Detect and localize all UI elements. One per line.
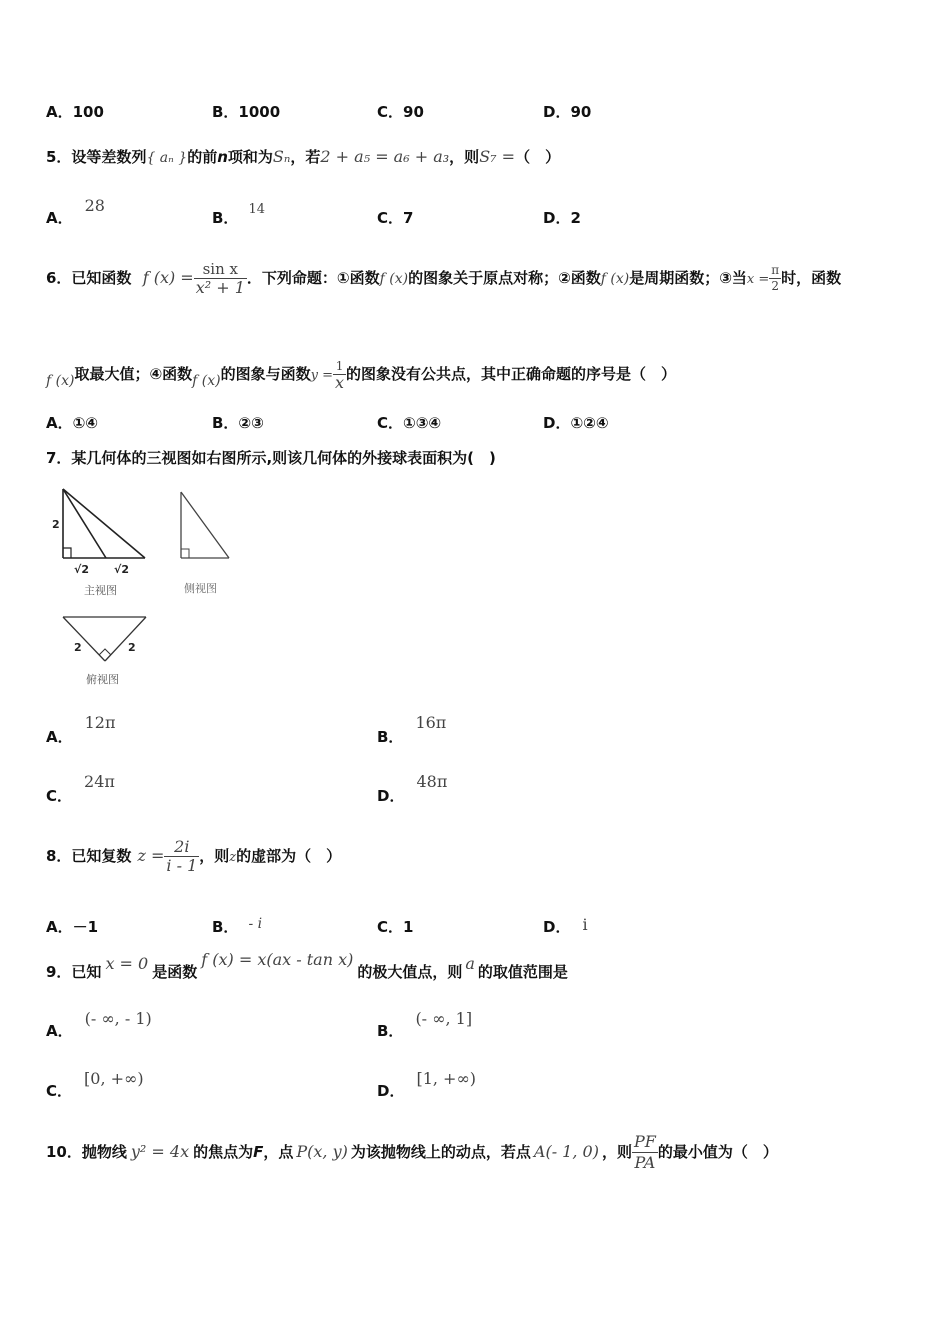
q4-option-b: B．1000 — [212, 103, 281, 121]
q8-option-a: A．－1 — [46, 918, 99, 936]
q10-number: 10．抛物线 — [46, 1143, 127, 1161]
q5-equation: 2 + a₅ = a₆ + a₃ — [320, 147, 450, 166]
q4-option-a: A．100 — [46, 103, 104, 121]
q5-option-d: D．2 — [543, 209, 581, 227]
q9-function: f (x) = x(ax - tan x) — [201, 950, 354, 969]
q8-frac-num: 2i — [164, 838, 199, 857]
q7-option-a — [46, 713, 116, 747]
q6-text-6: 的图象与函数 — [220, 365, 311, 383]
q6-text-5: 取最大值；④函数 — [74, 365, 193, 383]
top-view-right-edge — [105, 617, 146, 661]
q6-text-3: 是周期函数；③当 — [629, 269, 747, 287]
q10-fraction — [632, 1132, 658, 1173]
q9-a: a — [465, 954, 475, 973]
q10-text-1: 的焦点为 — [193, 1143, 254, 1161]
q10-text-2: ，点 — [263, 1143, 294, 1161]
q9-c-value: [0, +∞) — [84, 1069, 144, 1088]
q5-paren: （ ） — [515, 148, 561, 166]
q6-yeq: y = — [310, 368, 333, 383]
q6-fraction — [194, 260, 247, 297]
q6-option-d: D．①②④ — [543, 414, 609, 432]
q6-option-b: B．②③ — [212, 414, 264, 432]
q6-xeq: x = — [746, 272, 770, 287]
q5-text-3: ，若 — [290, 148, 321, 166]
q8-option-d — [543, 917, 588, 937]
front-dim-sqrt2-left: √2 — [74, 563, 89, 576]
q9-b-value: (- ∞, 1] — [415, 1009, 473, 1028]
q9-option-d — [377, 1069, 477, 1101]
q8-fraction — [164, 838, 199, 875]
q9-option-a — [46, 1009, 152, 1041]
q7-d-label: D． — [377, 787, 405, 805]
q5-a-label: A． — [46, 209, 73, 227]
q10-point-P: P(x, y) — [296, 1142, 348, 1161]
front-view-hypotenuse — [63, 489, 145, 558]
top-dim-2-right: 2 — [128, 641, 136, 654]
q6-text-1: ．下列命题：①函数 — [246, 269, 380, 287]
q8-d-value: i — [582, 915, 588, 934]
q9-number: 9．已知 — [46, 963, 102, 981]
side-view-hypotenuse — [181, 492, 229, 558]
q8-option-b — [212, 917, 262, 938]
q6-one-num: 1 — [333, 359, 346, 375]
q7-a-label: A． — [46, 728, 73, 746]
q6-fx: f (x) = — [142, 268, 194, 287]
q10-text-3: 为该抛物线上的动点，若点 — [350, 1143, 531, 1161]
q8-b-label: B． — [212, 918, 239, 936]
q5-sn: Sₙ — [272, 147, 291, 166]
front-dim-sqrt2-right: √2 — [114, 563, 129, 576]
q6-one-fraction — [333, 359, 346, 390]
q7-option-c — [46, 772, 115, 806]
q9-x0: x = 0 — [105, 954, 149, 973]
q6-pi-den: 2 — [771, 279, 780, 293]
q8-d-label: D． — [543, 918, 571, 936]
q6-stem-line2 — [46, 352, 676, 398]
q7-d-value: 48π — [416, 772, 448, 791]
q6-frac-num: sin x — [194, 260, 247, 279]
q9-a-label: A． — [46, 1022, 73, 1040]
q6-option-a: A．①④ — [46, 414, 99, 432]
q8-b-value: - i — [248, 916, 263, 932]
q5-b-label: B． — [212, 209, 239, 227]
q10-frac-den: PA — [634, 1153, 656, 1172]
q6-frac-den: x² + 1 — [195, 278, 245, 297]
q8-zeq: z = — [137, 846, 165, 865]
q6-text-4: 时，函数 — [781, 269, 842, 287]
q10-frac-num: PF — [633, 1132, 656, 1151]
q7-three-view-figure — [44, 480, 264, 700]
q10-point-A: A(- 1, 0) — [533, 1142, 599, 1161]
q6-f1: f (x) — [379, 271, 409, 287]
q6-f2: f (x) — [600, 271, 630, 287]
q6-stem-line1 — [46, 254, 841, 304]
q9-text-2: 的极大值点，则 — [357, 963, 463, 981]
q7-option-d — [377, 772, 448, 806]
side-view-right-angle — [181, 549, 189, 558]
front-view-label: 主视图 — [84, 584, 117, 597]
q9-text-1: 是函数 — [152, 963, 198, 981]
q7-c-label: C． — [46, 787, 73, 805]
q5-text-4: ，则 — [449, 148, 480, 166]
q6-option-c: C．①③④ — [377, 414, 442, 432]
top-view-right-angle — [99, 649, 111, 655]
q6-f3: f (x) — [46, 373, 75, 389]
q7-option-b — [377, 713, 447, 747]
q5-option-b — [212, 202, 265, 230]
q5-s7: S₇ = — [479, 147, 516, 166]
q8-frac-den: i - 1 — [166, 856, 198, 875]
q7-b-value: 16π — [415, 713, 447, 732]
q5-text-1: 的前 — [187, 148, 218, 166]
q5-b-value: 14 — [248, 202, 265, 217]
q5-sequence: { aₙ } — [146, 150, 188, 166]
q4-option-c: C．90 — [377, 103, 424, 121]
q9-b-label: B． — [377, 1022, 404, 1040]
q6-pi-num: π — [771, 263, 780, 277]
front-dim-2: 2 — [52, 518, 60, 531]
top-view — [63, 617, 146, 661]
q4-option-d: D．90 — [543, 103, 592, 121]
q10-stem — [46, 1126, 778, 1178]
front-view-right-angle — [63, 548, 71, 558]
q6-pi-fraction — [769, 263, 781, 294]
q9-c-label: C． — [46, 1082, 73, 1100]
q10-text-5: 的最小值为（ ） — [657, 1143, 778, 1161]
q6-text-7: 的图象没有公共点，其中正确命题的序号是（ ） — [346, 365, 677, 383]
q10-F: F — [253, 1143, 264, 1161]
q10-equation: y² = 4x — [130, 1142, 190, 1161]
q6-text-2: 的图象关于原点对称；②函数 — [408, 269, 601, 287]
q8-option-c: C．1 — [377, 918, 414, 936]
q9-option-b — [377, 1009, 473, 1041]
q10-text-4: ，则 — [601, 1143, 632, 1161]
q9-d-label: D． — [377, 1082, 405, 1100]
q5-option-a — [46, 196, 105, 228]
q6-one-den: x — [335, 373, 345, 392]
q7-stem: 7．某几何体的三视图如右图所示,则该几何体的外接球表面积为( ) — [46, 449, 496, 467]
q5-stem — [46, 147, 560, 168]
top-view-left-edge — [63, 617, 105, 661]
q6-number: 6．已知函数 — [46, 269, 132, 287]
q5-number: 5．设等差数列 — [46, 148, 147, 166]
front-view — [63, 489, 145, 558]
q9-a-value: (- ∞, - 1) — [84, 1009, 152, 1028]
q5-text-2: 项和为 — [227, 148, 273, 166]
q9-option-c — [46, 1069, 144, 1101]
q8-number: 8．已知复数 — [46, 847, 132, 865]
q8-text-2: 的虚部为（ ） — [236, 847, 342, 865]
side-view — [181, 492, 229, 558]
q8-text-1: ，则 — [199, 847, 230, 865]
top-view-label: 俯视图 — [86, 673, 119, 686]
q9-d-value: [1, +∞) — [416, 1069, 477, 1088]
q5-a-value: 28 — [84, 196, 105, 215]
q9-text-3: 的取值范围是 — [477, 963, 568, 981]
q5-option-c: C．7 — [377, 209, 414, 227]
q6-f4: f (x) — [192, 373, 221, 389]
q7-b-label: B． — [377, 728, 404, 746]
q5-n: n — [217, 148, 228, 166]
top-dim-2-left: 2 — [74, 641, 82, 654]
q8-stem — [46, 832, 341, 882]
q7-c-value: 24π — [84, 772, 115, 791]
q8-z: z — [229, 850, 237, 865]
q9-stem — [46, 950, 568, 982]
q7-a-value: 12π — [84, 713, 116, 732]
side-view-label: 侧视图 — [184, 582, 217, 595]
